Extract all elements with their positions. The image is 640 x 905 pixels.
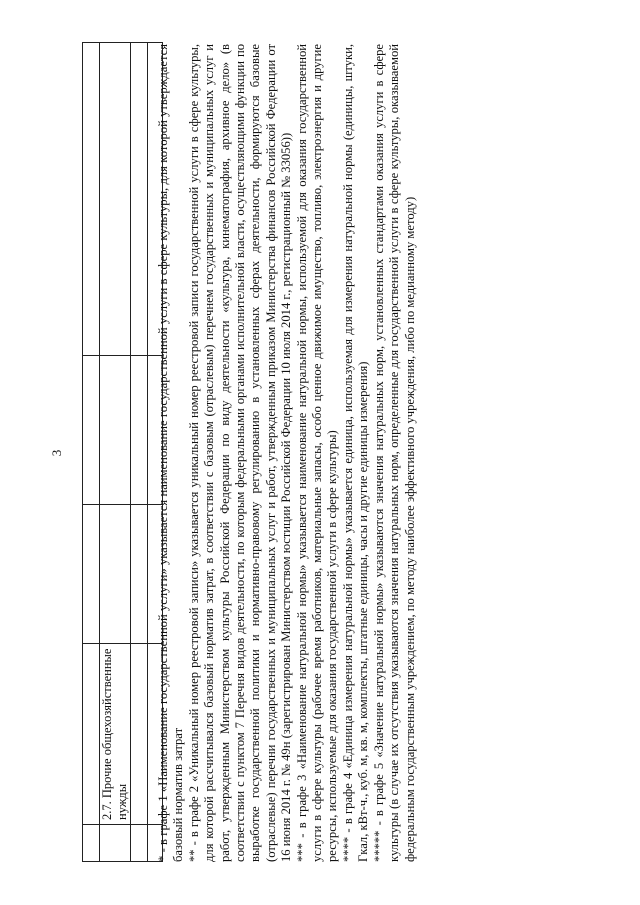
table-cell xyxy=(83,644,100,825)
table-cell xyxy=(83,43,100,356)
table-cell xyxy=(131,43,148,356)
footnote-4: **** - в графе 4 «Единица измерения натуральной нормы» указывается единица, используемая для измерения натуральной нормы (единицы, штуки, Гкал, кВт-ч., куб. м, кв. м, комплекты, штатные единицы, часы и другие единицы измерения) xyxy=(340,44,371,862)
footnote-2: ** - в графе 2 «Уникальный номер реестровой записи» указывается уникальный номер реестровой записи государственной услуги в сфере культуры, для которой рассчитывался базовый норматив затрат, в соответствии с базовым (отраслевым) перечнем государственных и муниципальных услуг и работ, утвержденным Министерством культуры Российской Федерации по виду деятельности «культура, кинематография, архивное дело» (в соответствии с пунктом 7 Перечня видов деятельности, по которым федеральными органами исполнительной власти, осуществляющими функции по выработке государственной политики и нормативно-правовому регулированию в установленных сферах деятельности, формируются базовые (отраслевые) перечни государственных и муниципальных услуг и работ, утвержденным приказом Министерства финансов Российской Федерации от 16 июня 2014 г. № 49н (зарегистрирован Министерством юстиции Российской Федерации 10 июля 2014 г., регистрационный № 33056)) xyxy=(186,44,294,862)
table-cell xyxy=(100,505,131,644)
table-cell xyxy=(131,356,148,505)
table-cell xyxy=(131,825,148,862)
table-cell xyxy=(100,43,131,356)
table-cell xyxy=(100,825,131,862)
table-row xyxy=(131,43,148,862)
cost-table xyxy=(82,42,163,862)
table-row xyxy=(83,43,100,862)
table-row xyxy=(100,43,131,862)
table-cell xyxy=(100,356,131,505)
table-cell xyxy=(131,644,148,825)
table-cell xyxy=(83,825,100,862)
footnote-3: *** - в графе 3 «Наименование натуральной нормы» указывается наименование натуральной нормы, используемой для оказания государственной услуги в сфере культуры (рабочее время работников, материальные запасы, особо ценное движимое имущество, топливо, электроэнергия и другие ресурсы, используемые для оказания государственной услуги в сфере культуры) xyxy=(294,44,340,862)
page-number: 3 xyxy=(49,449,64,457)
footnotes xyxy=(156,44,418,862)
table-cell xyxy=(83,505,100,644)
row-label-other-needs: 2.7. Прочие общехозяйственные нужды xyxy=(100,644,131,825)
footnote-5: ***** - в графе 5 «Значение натуральной нормы» указываются значения натуральных норм, установленных стандартами оказания услуги в сфере культуры (в случае их отсутствия указываются значения натуральных норм, определенные для государственной услуги в сфере культуры, оказываемой федеральным государственным учреждением, по методу наиболее эффективного учреждения, либо по медианному методу) xyxy=(371,44,417,862)
table-cell xyxy=(83,356,100,505)
rotated-page-content xyxy=(82,42,562,862)
table-cell xyxy=(131,505,148,644)
footnote-1: * - в графе 1 «Наименование государственной услуги» указывается наименование государственной услуги в сфере культуры, для которой утверждается базовый норматив затрат xyxy=(156,44,186,862)
